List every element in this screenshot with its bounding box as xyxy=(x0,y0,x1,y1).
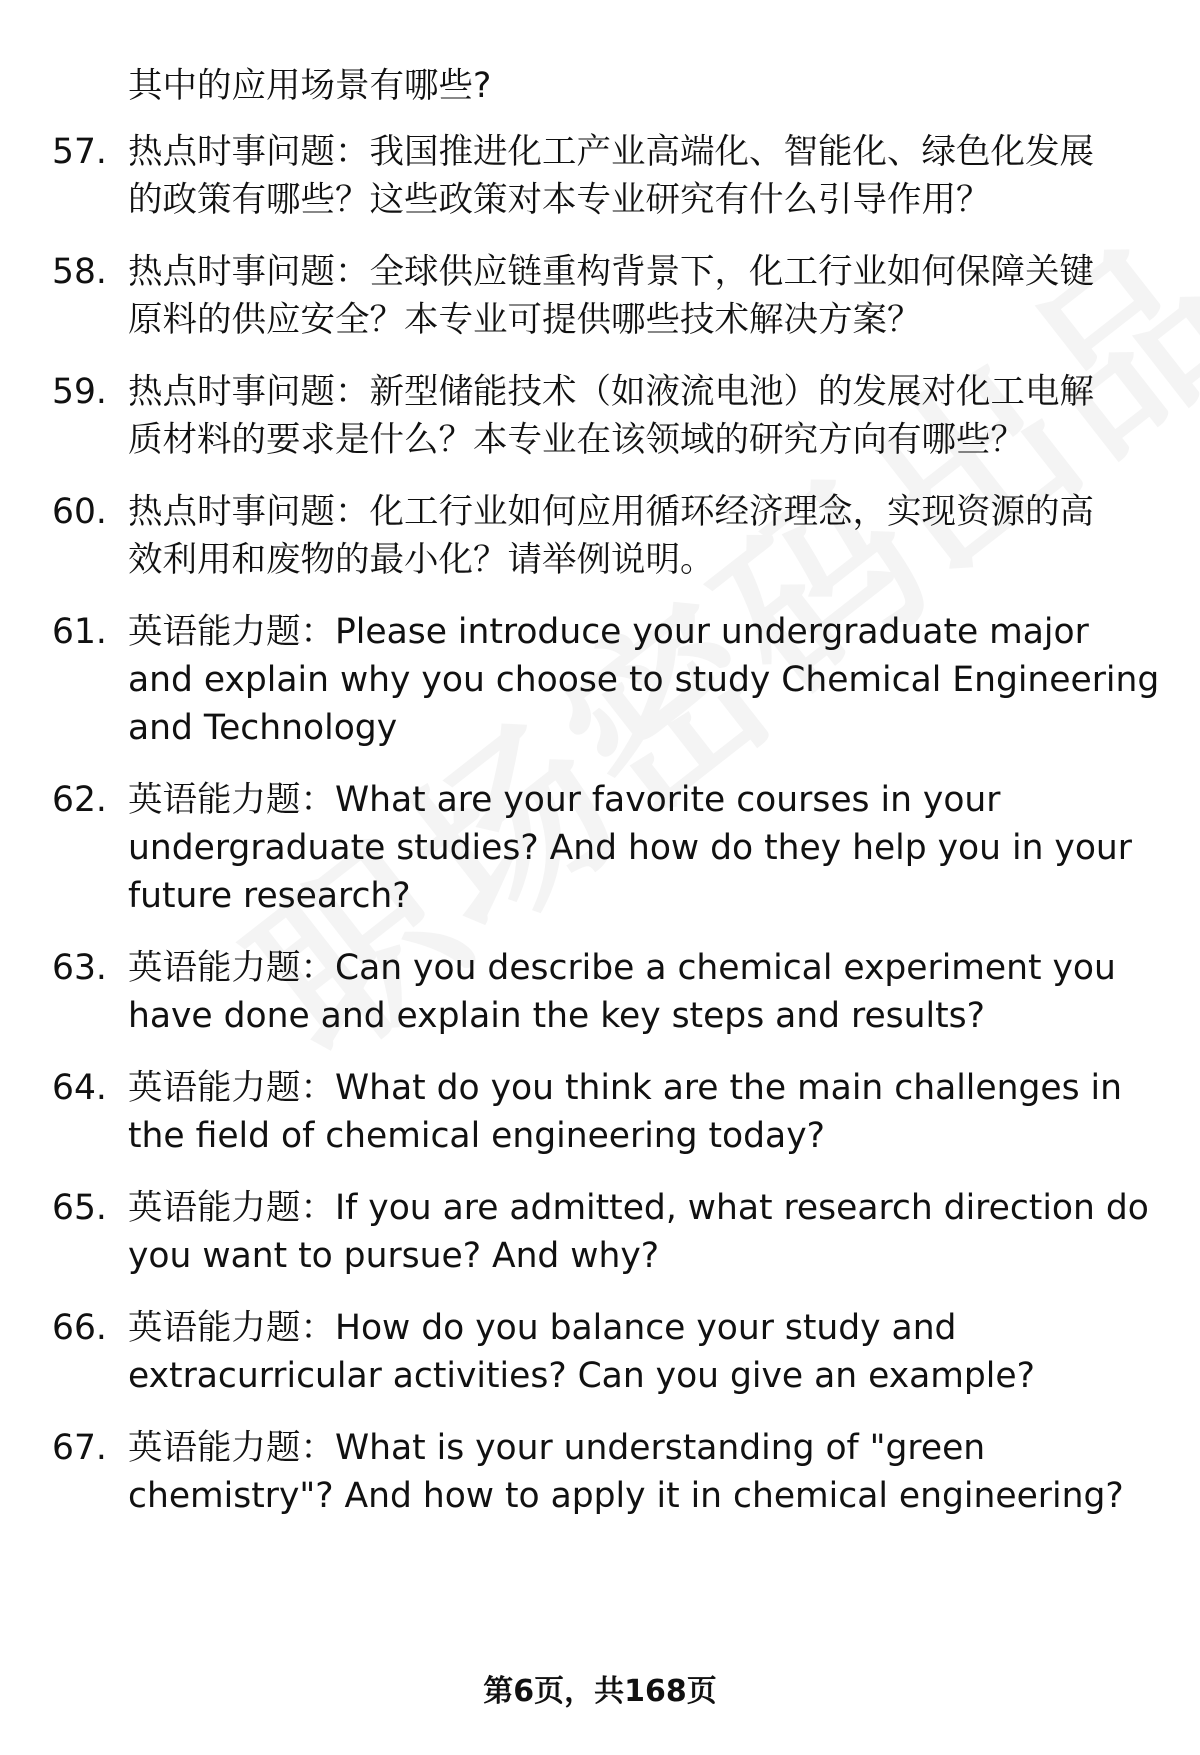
question-text-line: have done and explain the key steps and results? xyxy=(128,996,985,1036)
question-text-line: 的政策有哪些？这些政策对本专业研究有什么引导作用？ xyxy=(128,180,991,220)
question-text-line: 热点时事问题：全球供应链重构背景下，化工行业如何保障关键 xyxy=(128,252,1094,292)
question-text xyxy=(128,1184,1158,1280)
question-number: 66. xyxy=(52,1308,107,1348)
question-text xyxy=(128,944,1158,1040)
question-number: 59. xyxy=(52,372,107,412)
question-number: 63. xyxy=(52,948,107,988)
question-text-line: chemistry"? And how to apply it in chemical engineering? xyxy=(128,1476,1124,1516)
question-text-line: future research? xyxy=(128,876,411,916)
question-text-line: and Technology xyxy=(128,708,398,748)
question-text-line: 原料的供应安全？本专业可提供哪些技术解决方案？ xyxy=(128,300,922,340)
question-text-line: and explain why you choose to study Chemical Engineering xyxy=(128,660,1160,700)
question-text xyxy=(128,488,1158,584)
question-text-line: 英语能力题：What do you think are the main challenges in xyxy=(128,1068,1122,1108)
question-number: 65. xyxy=(52,1188,107,1228)
question-number: 62. xyxy=(52,780,107,820)
question-text xyxy=(128,368,1158,464)
question-text-line: 效利用和废物的最小化？请举例说明。 xyxy=(128,540,715,580)
question-text xyxy=(128,248,1158,344)
question-number: 57. xyxy=(52,132,107,172)
question-text-line: you want to pursue? And why? xyxy=(128,1236,660,1276)
question-text-line: 热点时事问题：化工行业如何应用循环经济理念，实现资源的高 xyxy=(128,492,1094,532)
question-number: 58. xyxy=(52,252,107,292)
question-text-line: 热点时事问题：我国推进化工产业高端化、智能化、绿色化发展 xyxy=(128,132,1094,172)
question-text xyxy=(128,1424,1158,1520)
page-footer: 第6页，共168页 xyxy=(483,1674,717,1709)
question-text xyxy=(128,608,1158,752)
question-number: 67. xyxy=(52,1428,107,1468)
question-text-line: 英语能力题：What are your favorite courses in your xyxy=(128,780,1001,820)
question-text-line: 英语能力题：Please introduce your undergraduate major xyxy=(128,612,1089,652)
question-text xyxy=(128,128,1158,224)
question-text xyxy=(128,776,1158,920)
question-text-line: 英语能力题：Can you describe a chemical experiment you xyxy=(128,948,1116,988)
question-text-line: 英语能力题：What is your understanding of "green xyxy=(128,1428,986,1468)
question-number: 60. xyxy=(52,492,107,532)
question-text-line: 英语能力题：How do you balance your study and xyxy=(128,1308,957,1348)
question-text-line: extracurricular activities? Can you give an example? xyxy=(128,1356,1035,1396)
question-text-line: 质材料的要求是什么？本专业在该领域的研究方向有哪些？ xyxy=(128,420,1025,460)
question-text-line: the field of chemical engineering today? xyxy=(128,1116,825,1156)
question-text-line: 热点时事问题：新型储能技术（如液流电池）的发展对化工电解 xyxy=(128,372,1094,412)
question-number: 61. xyxy=(52,612,107,652)
question-text-line: 英语能力题：If you are admitted, what research direction do xyxy=(128,1188,1149,1228)
intro-line: 其中的应用场景有哪些? xyxy=(128,66,492,106)
question-text-line: undergraduate studies? And how do they help you in your xyxy=(128,828,1132,868)
question-text xyxy=(128,1064,1158,1160)
question-text xyxy=(128,1304,1158,1400)
question-number: 64. xyxy=(52,1068,107,1108)
